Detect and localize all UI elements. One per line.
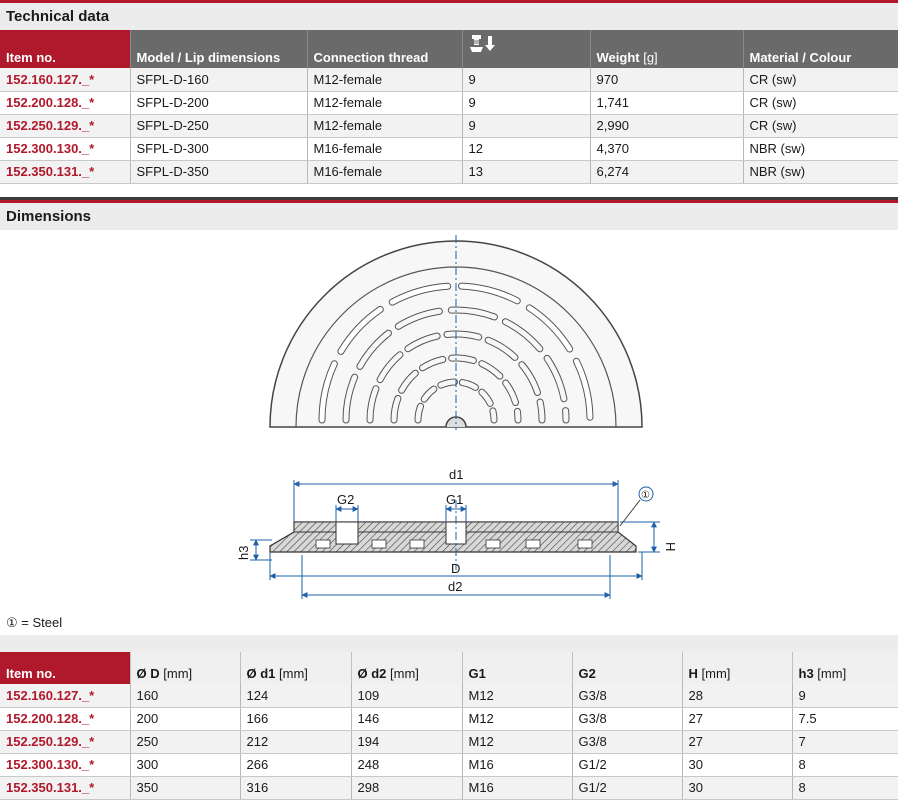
label-h3: h3 [236,545,251,560]
value-h: 27 [682,730,792,753]
table-row [0,776,898,799]
header-material: Material / Colour [743,30,898,68]
header-d2: Ø d2 [mm] [351,652,462,684]
thread: M16-female [307,160,462,183]
model: SFPL-D-300 [130,137,307,160]
table-row [0,137,898,160]
value-d: 300 [130,753,240,776]
material: CR (sw) [743,114,898,137]
value-d1: 124 [240,684,351,707]
dimensions-title: Dimensions [0,200,898,230]
value-g2: G3/8 [572,707,682,730]
value-d: 160 [130,684,240,707]
item-no: 152.200.128._* [0,91,130,114]
item-no: 152.350.131._* [0,160,130,183]
material: CR (sw) [743,68,898,91]
weight: 2,990 [590,114,743,137]
value-g1: M16 [462,776,572,799]
header-h: H [mm] [682,652,792,684]
weight: 970 [590,68,743,91]
header-item-no: Item no. [0,30,130,68]
value-g1: M12 [462,730,572,753]
item-no: 152.300.130._* [0,753,130,776]
label-g2: G2 [337,492,355,507]
value-h: 30 [682,776,792,799]
model: SFPL-D-200 [130,91,307,114]
item-no: 152.300.130._* [0,137,130,160]
value-d2: 298 [351,776,462,799]
technical-data-title: Technical data [0,0,898,30]
header-d1: Ø d1 [mm] [240,652,351,684]
suction-force: 9 [462,68,590,91]
label-big-d: D [451,561,461,576]
label-h: H [663,542,678,552]
label-d2: d2 [448,579,463,594]
value-d1: 166 [240,707,351,730]
section-view [270,500,636,570]
section-spacer [0,635,898,652]
label-d1: d1 [449,467,464,482]
value-h: 30 [682,753,792,776]
suction-force-icon [469,34,499,54]
value-d1: 212 [240,730,351,753]
value-d: 350 [130,776,240,799]
value-g1: M12 [462,684,572,707]
thread: M16-female [307,137,462,160]
value-h3: 9 [792,684,898,707]
item-no: 152.160.127._* [0,68,130,91]
label-g1: G1 [446,492,464,507]
table-row [0,68,898,91]
value-h3: 8 [792,776,898,799]
model: SFPL-D-350 [130,160,307,183]
value-d2: 248 [351,753,462,776]
label-circle-1: ① [641,490,650,501]
value-g2: G3/8 [572,730,682,753]
value-d2: 109 [351,684,462,707]
item-no: 152.200.128._* [0,707,130,730]
value-d2: 194 [351,730,462,753]
table-row [0,160,898,183]
value-d2: 146 [351,707,462,730]
header-item-no: Item no. [0,652,130,684]
value-h: 28 [682,684,792,707]
technical-data-table [0,30,898,184]
header-g1: G1 [462,652,572,684]
value-d1: 316 [240,776,351,799]
weight: 6,274 [590,160,743,183]
table-row [0,730,898,753]
model: SFPL-D-160 [130,68,307,91]
header-h3: h3 [mm] [792,652,898,684]
thread: M12-female [307,114,462,137]
thread: M12-female [307,91,462,114]
model: SFPL-D-250 [130,114,307,137]
table-row [0,684,898,707]
value-h3: 7 [792,730,898,753]
technical-drawing [0,230,898,610]
header-g2: G2 [572,652,682,684]
value-g2: G1/2 [572,753,682,776]
value-h3: 7.5 [792,707,898,730]
value-h: 27 [682,707,792,730]
material: CR (sw) [743,91,898,114]
header-model: Model / Lip dimensions [130,30,307,68]
weight: 1,741 [590,91,743,114]
table-row [0,707,898,730]
table-row [0,114,898,137]
top-view [270,235,642,430]
value-d: 250 [130,730,240,753]
value-h3: 8 [792,753,898,776]
item-no: 152.250.129._* [0,114,130,137]
value-g2: G3/8 [572,684,682,707]
value-d1: 266 [240,753,351,776]
suction-force: 9 [462,114,590,137]
weight: 4,370 [590,137,743,160]
value-d: 200 [130,707,240,730]
suction-force: 12 [462,137,590,160]
header-d: Ø D [mm] [130,652,240,684]
item-no: 152.250.129._* [0,730,130,753]
value-g2: G1/2 [572,776,682,799]
item-no: 152.350.131._* [0,776,130,799]
thread: M12-female [307,68,462,91]
suction-force: 9 [462,91,590,114]
dimensions-table [0,652,898,800]
table-row [0,91,898,114]
table-row [0,753,898,776]
value-g1: M12 [462,707,572,730]
value-g1: M16 [462,753,572,776]
steel-note: ① = Steel [6,615,63,630]
material: NBR (sw) [743,137,898,160]
item-no: 152.160.127._* [0,684,130,707]
header-suction-force [462,30,590,68]
material: NBR (sw) [743,160,898,183]
suction-force: 13 [462,160,590,183]
header-weight: Weight [g] [590,30,743,68]
header-thread: Connection thread [307,30,462,68]
